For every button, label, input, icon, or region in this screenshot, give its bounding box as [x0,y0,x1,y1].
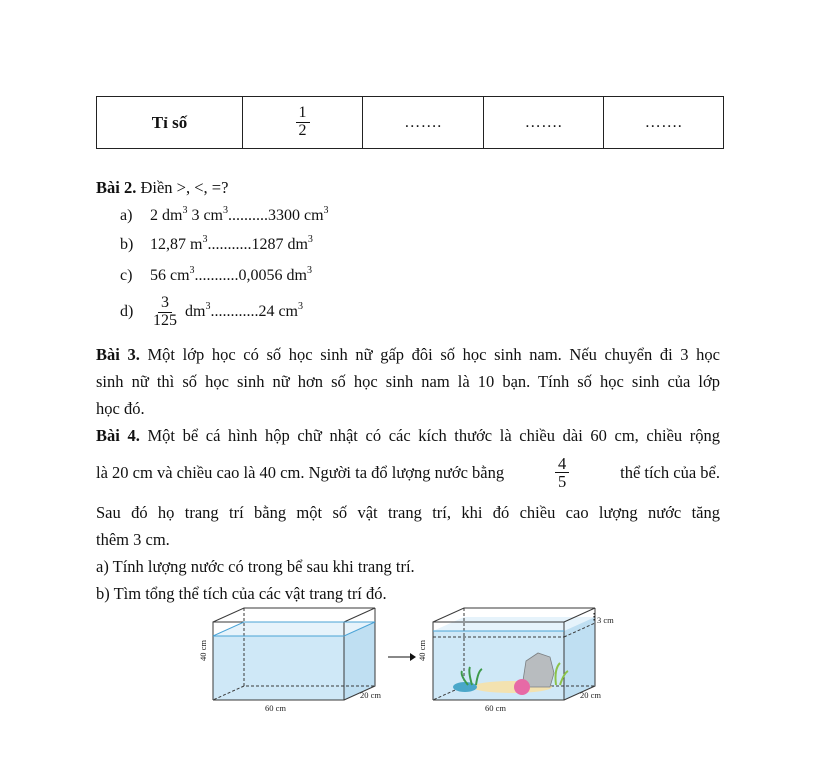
bai2-prompt: Điền >, <, =? [136,178,229,197]
item-text: dm [185,302,206,320]
superscript: 3 [307,234,313,245]
bai3-line-3: học đó. [96,399,145,418]
fraction-denominator: 2 [298,122,307,139]
item-text: 3 cm [191,207,223,224]
fraction [150,295,180,330]
item-label: a) [120,207,133,224]
bai2-title: Bài 2. [96,178,137,197]
bai4-text: thể tích của bể. [620,462,720,482]
fraction-denominator: 5 [557,472,567,492]
length-label: 60 cm [265,703,287,713]
fraction-denominator: 125 [153,311,177,329]
superscript: 3 [298,300,303,312]
fraction-numerator: 1 [296,105,310,123]
bai4-line-2 [96,455,720,491]
item-label: d) [120,302,134,320]
rise-label: 3 cm [597,615,614,625]
bai4-line-1 [96,426,720,446]
bai2-item-d [120,295,303,330]
fraction [555,455,569,491]
item-text: 12,87 m [150,236,203,253]
bai3-title: Bài 3. [96,345,140,364]
height-label: 40 cm [417,639,427,661]
bai4-text: là 20 cm và chiều cao là 40 cm. Người ta đổ lượng nước bằng [96,462,505,482]
table-blank-cell: ……. [484,97,604,149]
width-label: 20 cm [360,690,382,700]
superscript: 3 [202,234,208,245]
aquarium-figure [200,605,620,715]
height-label: 40 cm [198,639,208,661]
width-label: 20 cm [580,690,602,700]
length-label: 60 cm [485,703,507,713]
item-label: c) [120,267,133,284]
superscript: 3 [205,300,211,312]
bai3-line-1 [96,345,720,365]
superscript: 3 [223,205,228,216]
item-text: 56 cm [150,267,190,284]
superscript: 3 [189,265,195,276]
bai2-item-c [120,265,312,285]
table-row [97,97,724,149]
bai3-line-2: sinh nữ thì số học sinh nữ hơn số học sinh nam là 10 bạn. Tính số học sinh của lớp [96,372,720,391]
ratio-table [96,96,724,149]
bai4-question-a: a) Tính lượng nước có trong bể sau khi trang trí. [96,557,415,576]
fraction-numerator: 4 [555,455,569,473]
bai4-line-3: Sau đó họ trang trí bằng một số vật trang trí, khi đó chiều cao lượng nước tăng [96,503,720,522]
item-label: b) [120,236,134,253]
table-header-cell: Tỉ số [97,97,243,149]
superscript: 3 [182,205,188,216]
item-text: ..........3300 cm [228,207,324,224]
superscript: 3 [323,205,329,216]
item-text: ...........1287 dm [207,236,308,253]
bai4-title: Bài 4. [96,426,140,445]
item-text: 2 dm [150,207,183,224]
table-blank-cell: ……. [604,97,724,149]
arrow-icon [388,653,416,661]
superscript: 3 [307,265,312,276]
item-text: ...........0,0056 dm [194,267,307,284]
bai4-line-4: thêm 3 cm. [96,530,170,549]
table-blank-cell: ……. [363,97,484,149]
item-text: ............24 cm [210,302,298,320]
bai4-text: Một bể cá hình hộp chữ nhật có các kích thước là chiều dài 60 cm, chiều rộng [139,426,720,445]
fraction-numerator: 3 [158,295,172,313]
table-fraction-cell [243,97,363,149]
bai2-heading [96,178,228,198]
fraction [296,105,310,140]
bai3-text: Một lớp học có số học sinh nữ gấp đôi số học sinh nam. Nếu chuyển đi 3 học [139,345,721,364]
tank-before [213,608,375,700]
bai2-item-a [120,205,329,225]
bai4-question-b: b) Tìm tổng thể tích của các vật trang trí đó. [96,584,387,603]
bai2-item-b [120,234,313,254]
tank-after [433,608,595,700]
